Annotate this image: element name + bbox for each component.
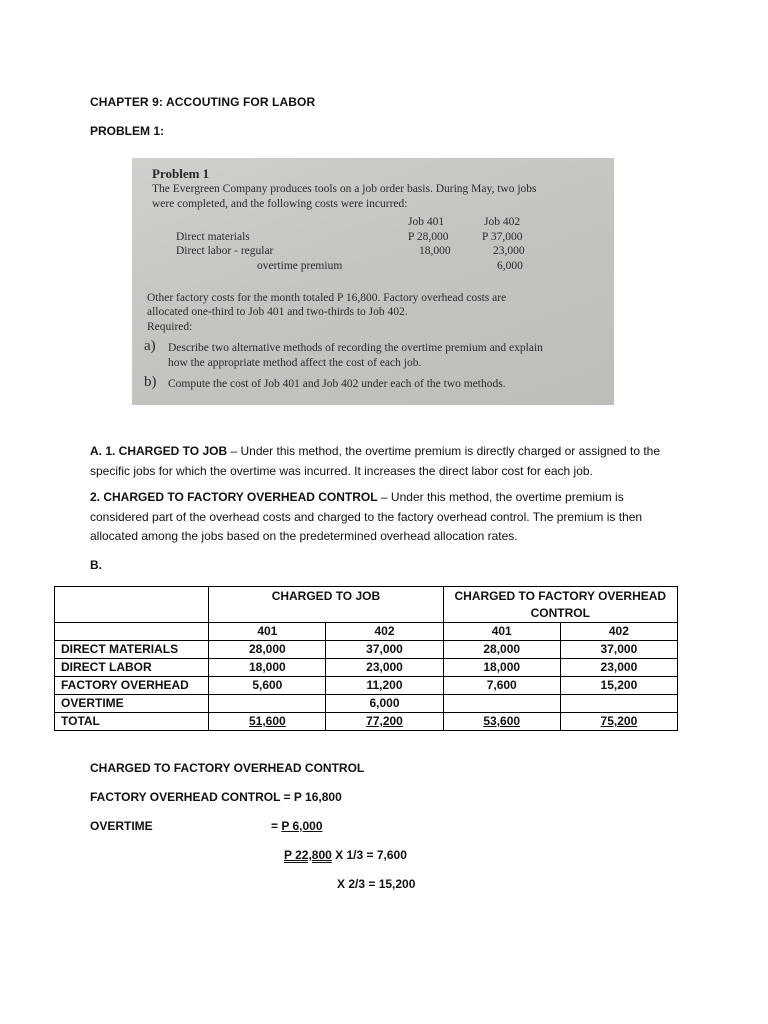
photo-intro-line: The Evergreen Company produces tools on a job order basis. During May, two jobs — [152, 183, 537, 195]
subheader-cell: 402 — [560, 623, 677, 641]
table-row — [55, 695, 678, 713]
photo-item-marker: b) — [144, 374, 157, 390]
problem-photo — [132, 158, 614, 405]
photo-cell: P 28,000 — [408, 231, 449, 243]
table-cell: 37,000 — [560, 641, 677, 659]
calc-heading: CHARGED TO FACTORY OVERHEAD CONTROL — [90, 761, 365, 775]
photo-cell: 18,000 — [419, 245, 451, 257]
photo-item-text: Compute the cost of Job 401 and Job 402 under each of the two methods. — [168, 378, 506, 390]
table-row — [55, 659, 678, 677]
table-cell: 37,000 — [326, 641, 443, 659]
photo-row-label: overtime premium — [257, 260, 343, 272]
table-group-header-row — [55, 587, 678, 623]
chapter-title: CHAPTER 9: ACCOUTING FOR LABOR — [90, 95, 316, 109]
total-cell: 77,200 — [326, 713, 443, 731]
subheader-cell: 401 — [443, 623, 560, 641]
photo-text-line: allocated one-third to Job 401 and two-thirds to Job 402. — [147, 306, 408, 318]
total-cell: 53,600 — [443, 713, 560, 731]
calc-overtime-value — [271, 819, 323, 833]
photo-column-header: Job 401 — [408, 216, 445, 228]
group-header-charged-to-job: CHARGED TO JOB — [209, 587, 443, 623]
subheader-cell: 401 — [209, 623, 326, 641]
table-subheader-row — [55, 623, 678, 641]
photo-cell: P 37,000 — [482, 231, 523, 243]
answer-b-label: B. — [90, 558, 102, 572]
table-cell: 6,000 — [326, 695, 443, 713]
answer-a1-heading: A. 1. CHARGED TO JOB — [90, 444, 228, 458]
table-corner-cell — [55, 587, 209, 623]
row-label: DIRECT LABOR — [55, 659, 209, 677]
calc-overtime-amount: P 6,000 — [281, 819, 323, 833]
table-cell: 23,000 — [326, 659, 443, 677]
total-cell: 51,600 — [209, 713, 326, 731]
photo-row-label: Direct materials — [176, 231, 250, 243]
table-cell — [209, 695, 326, 713]
table-cell — [560, 695, 677, 713]
photo-row-label: Direct labor - regular — [176, 245, 274, 257]
answer-a2-text: – Under this method, the overtime premium is considered part of the overhead costs and charged to the factory overhead control. The premium is then allocated among the jobs based on the predetermined overhead allocation rates. — [90, 490, 643, 543]
row-label: FACTORY OVERHEAD — [55, 677, 209, 695]
subheader-cell: 402 — [326, 623, 443, 641]
table-label-cell — [55, 623, 209, 641]
table-cell: 23,000 — [560, 659, 677, 677]
answer-a2-paragraph — [90, 488, 680, 547]
photo-intro-line: were completed, and the following costs were incurred: — [152, 198, 408, 210]
table-cell: 11,200 — [326, 677, 443, 695]
table-cell: 7,600 — [443, 677, 560, 695]
table-cell: 15,200 — [560, 677, 677, 695]
photo-cell: 23,000 — [493, 245, 525, 257]
row-label: DIRECT MATERIALS — [55, 641, 209, 659]
results-table — [54, 586, 678, 731]
table-cell: 28,000 — [209, 641, 326, 659]
calc-foc-line: FACTORY OVERHEAD CONTROL = P 16,800 — [90, 790, 342, 804]
answer-a1-text: – Under this method, the overtime premium is directly charged or assigned to the specific jobs for which the overtime was incurred. It increases the direct labor cost for each job. — [90, 444, 661, 478]
calc-allocation-line-1 — [284, 848, 407, 862]
table-row — [55, 677, 678, 695]
table-cell: 5,600 — [209, 677, 326, 695]
photo-heading: Problem 1 — [152, 166, 210, 181]
calc-line-1-rest: X 1/3 = 7,600 — [331, 848, 407, 862]
table-cell — [443, 695, 560, 713]
table-total-row — [55, 713, 678, 731]
row-label: OVERTIME — [55, 695, 209, 713]
calc-allocation-line-2: X 2/3 = 15,200 — [337, 877, 416, 891]
photo-text-line: Other factory costs for the month totaled P 16,800. Factory overhead costs are — [147, 292, 507, 304]
table-cell: 28,000 — [443, 641, 560, 659]
photo-column-header: Job 402 — [484, 216, 521, 228]
row-label: TOTAL — [55, 713, 209, 731]
group-header-charged-to-foc: CHARGED TO FACTORY OVERHEAD CONTROL — [443, 587, 677, 623]
table-cell: 18,000 — [209, 659, 326, 677]
answer-a2-heading: 2. CHARGED TO FACTORY OVERHEAD CONTROL — [90, 490, 378, 504]
photo-required-label: Required: — [147, 321, 193, 333]
table-cell: 18,000 — [443, 659, 560, 677]
total-cell: 75,200 — [560, 713, 677, 731]
table-row — [55, 641, 678, 659]
answer-a1-paragraph — [90, 442, 680, 481]
calc-overtime-label: OVERTIME — [90, 819, 153, 833]
problem-label: PROBLEM 1: — [90, 124, 165, 138]
photo-item-text: Describe two alternative methods of recording the overtime premium and explain — [168, 342, 543, 354]
calc-equals: = — [271, 819, 282, 833]
photo-item-marker: a) — [144, 338, 156, 354]
photo-cell: 6,000 — [497, 260, 523, 272]
photo-item-text: how the appropriate method affect the cost of each job. — [168, 357, 422, 369]
calc-total-amount: P 22,800 — [284, 848, 332, 862]
